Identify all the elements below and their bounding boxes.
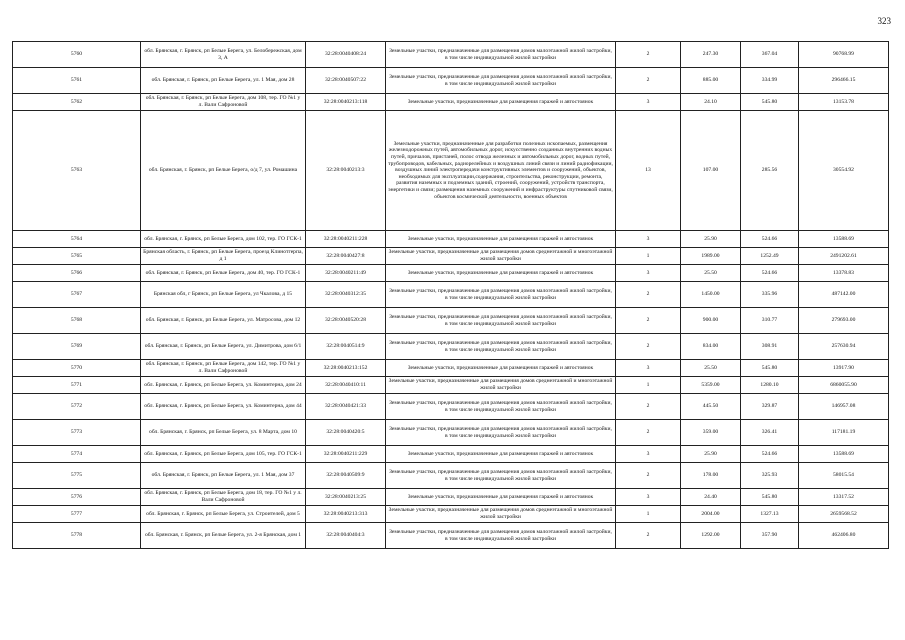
cadastral-number-cell: 32:28:0040211:229 <box>306 446 386 463</box>
land-use-cell: Земельные участки, предназначенные для размещения домов среднеэтажной и многоэтажной жилой застройки <box>386 506 616 523</box>
cadastral-value-cell: 30554.92 <box>799 111 889 231</box>
area-cell: 445.50 <box>681 394 741 420</box>
specific-value-cell: 524.66 <box>741 231 799 248</box>
land-use-cell: Земельные участки, предназначенные для размещения гаражей и автостоянок <box>386 489 616 506</box>
table-row <box>13 446 889 463</box>
cadastral-value-cell: 13378.83 <box>799 265 889 282</box>
cadastral-value-cell: 13588.69 <box>799 446 889 463</box>
cadastral-number-cell: 32:28:0040507:22 <box>306 68 386 94</box>
cadastral-number-cell: 32:28:0040520:28 <box>306 308 386 334</box>
record-number: 5777 <box>13 506 141 523</box>
cadastral-number-cell: 32:28:0040211:228 <box>306 231 386 248</box>
address-cell: обл. Брянская, г. Брянск, рп Белые Берега, ул. Коминтерна, дом 44 <box>141 394 306 420</box>
use-group-cell: 1 <box>616 377 681 394</box>
specific-value-cell: 326.41 <box>741 420 799 446</box>
address-cell: обл. Брянская, г. Брянск, рп Белые Берега, дом 40, тер. ГО ГСК-1 <box>141 265 306 282</box>
cadastral-number-cell: 32:28:0040213:152 <box>306 360 386 377</box>
table-row <box>13 282 889 308</box>
cadastral-number-cell: 32:28:0040213:313 <box>306 506 386 523</box>
address-cell: обл. Брянская, г. Брянск, рп Белые Берега, ул. Матросова, дом 12 <box>141 308 306 334</box>
cadastral-number-cell: 32:28:0040514:9 <box>306 334 386 360</box>
use-group-cell: 2 <box>616 42 681 68</box>
record-number: 5772 <box>13 394 141 420</box>
cadastral-value-cell: 296466.15 <box>799 68 889 94</box>
area-cell: 24.40 <box>681 489 741 506</box>
cadastral-number-cell: 32:28:0040312:35 <box>306 282 386 308</box>
cadastral-number-cell: 32:28:0040213:25 <box>306 489 386 506</box>
address-cell: обл. Брянская, г. Брянск, рп Белые Берега, ул. 8 Марта, дом 10 <box>141 420 306 446</box>
land-use-cell: Земельные участки, предназначенные для размещения домов малоэтажной жилой застройки, в том числе индивидуальной жилой застройки <box>386 42 616 68</box>
specific-value-cell: 329.87 <box>741 394 799 420</box>
cadastral-number-cell: 32:28:0040410:11 <box>306 377 386 394</box>
specific-value-cell: 524.66 <box>741 265 799 282</box>
land-use-cell: Земельные участки, предназначенные для размещения домов малоэтажной жилой застройки, в том числе индивидуальной жилой застройки <box>386 420 616 446</box>
cadastral-number-cell: 32:28:0040427:8 <box>306 248 386 265</box>
record-number: 5770 <box>13 360 141 377</box>
area-cell: 247.30 <box>681 42 741 68</box>
address-cell: обл. Брянская, г. Брянск, рп Белые Берега, ул. 2-я Брянская, дом 1 <box>141 523 306 549</box>
use-group-cell: 3 <box>616 446 681 463</box>
cadastral-value-cell: 257630.94 <box>799 334 889 360</box>
specific-value-cell: 524.66 <box>741 446 799 463</box>
area-cell: 900.00 <box>681 308 741 334</box>
record-number: 5763 <box>13 111 141 231</box>
table-row <box>13 231 889 248</box>
cadastral-value-cell: 6860055.90 <box>799 377 889 394</box>
address-cell: обл. Брянская, г. Брянск, рп Белые Берега, дом 142, тер. ГО №1 у л. Вали Сафроновой <box>141 360 306 377</box>
registry-table <box>12 41 889 549</box>
use-group-cell: 1 <box>616 506 681 523</box>
address-cell: обл. Брянская, г. Брянск, рп Белые Берега, ул. Димитрова, дом 6/1 <box>141 334 306 360</box>
table-row <box>13 111 889 231</box>
land-use-cell: Земельные участки, предназначенные для размещения гаражей и автостоянок <box>386 231 616 248</box>
cadastral-number-cell: 32:28:0040213:3 <box>306 111 386 231</box>
specific-value-cell: 545.80 <box>741 489 799 506</box>
use-group-cell: 1 <box>616 248 681 265</box>
cadastral-value-cell: 58015.54 <box>799 463 889 489</box>
record-number: 5769 <box>13 334 141 360</box>
land-use-cell: Земельные участки, предназначенные для размещения домов малоэтажной жилой застройки, в том числе индивидуальной жилой застройки <box>386 523 616 549</box>
address-cell: обл. Брянская, г. Брянск, рп Белые Берега, о/д 7, ул. Ромашина <box>141 111 306 231</box>
cadastral-number-cell: 32:28:0040408:24 <box>306 42 386 68</box>
cadastral-value-cell: 13588.69 <box>799 231 889 248</box>
record-number: 5774 <box>13 446 141 463</box>
record-number: 5776 <box>13 489 141 506</box>
address-cell: обл. Брянская, г. Брянск, рп Белые Берега, ул. Белобережская, дом 3, А <box>141 42 306 68</box>
table-row <box>13 394 889 420</box>
area-cell: 25.50 <box>681 265 741 282</box>
use-group-cell: 2 <box>616 308 681 334</box>
table-row <box>13 489 889 506</box>
specific-value-cell: 367.04 <box>741 42 799 68</box>
cadastral-number-cell: 32:28:0040213:118 <box>306 94 386 111</box>
table-row <box>13 308 889 334</box>
use-group-cell: 3 <box>616 94 681 111</box>
land-use-cell: Земельные участки, предназначенные для размещения домов среднеэтажной и многоэтажной жилой застройки <box>386 248 616 265</box>
area-cell: 25.90 <box>681 231 741 248</box>
table-row <box>13 506 889 523</box>
use-group-cell: 2 <box>616 420 681 446</box>
address-cell: обл. Брянская, г. Брянск, рп Белые Берега, ул. 1 Мая, дом 37 <box>141 463 306 489</box>
table-row <box>13 248 889 265</box>
use-group-cell: 2 <box>616 523 681 549</box>
cadastral-value-cell: 487142.00 <box>799 282 889 308</box>
land-use-cell: Земельные участки, предназначенные для размещения гаражей и автостоянок <box>386 446 616 463</box>
record-number: 5771 <box>13 377 141 394</box>
cadastral-value-cell: 117181.19 <box>799 420 889 446</box>
record-number: 5773 <box>13 420 141 446</box>
table-row <box>13 420 889 446</box>
cadastral-value-cell: 279693.00 <box>799 308 889 334</box>
area-cell: 178.00 <box>681 463 741 489</box>
use-group-cell: 3 <box>616 360 681 377</box>
table-row <box>13 68 889 94</box>
address-cell: обл. Брянская, г. Брянск, рп Белые Берега, дом 102, тер. ГО ГСК-1 <box>141 231 306 248</box>
address-cell: Брянская обл, г Брянск, рп Белые Берега, ул Чкалова, д 15 <box>141 282 306 308</box>
record-number: 5760 <box>13 42 141 68</box>
table-row <box>13 360 889 377</box>
land-use-cell: Земельные участки, предназначенные для размещения домов малоэтажной жилой застройки, в том числе индивидуальной жилой застройки <box>386 334 616 360</box>
cadastral-value-cell: 2491202.61 <box>799 248 889 265</box>
land-use-cell: Земельные участки, предназначенные для размещения гаражей и автостоянок <box>386 94 616 111</box>
cadastral-value-cell: 13917.90 <box>799 360 889 377</box>
area-cell: 885.00 <box>681 68 741 94</box>
specific-value-cell: 334.99 <box>741 68 799 94</box>
land-use-cell: Земельные участки, предназначенные для размещения домов малоэтажной жилой застройки, в том числе индивидуальной жилой застройки <box>386 68 616 94</box>
record-number: 5764 <box>13 231 141 248</box>
area-cell: 1989.00 <box>681 248 741 265</box>
address-cell: обл. Брянская, г. Брянск, рп Белые Берега, ул. Строителей, дом 5 <box>141 506 306 523</box>
use-group-cell: 3 <box>616 265 681 282</box>
specific-value-cell: 310.77 <box>741 308 799 334</box>
cadastral-value-cell: 90768.99 <box>799 42 889 68</box>
specific-value-cell: 545.80 <box>741 94 799 111</box>
land-use-cell: Земельные участки, предназначенные для размещения домов малоэтажной жилой застройки, в том числе индивидуальной жилой застройки <box>386 308 616 334</box>
address-cell: обл. Брянская, г. Брянск, рп Белые Берега, дом 18, тер. ГО №1 у л. Вали Сафроновой <box>141 489 306 506</box>
use-group-cell: 2 <box>616 68 681 94</box>
record-number: 5767 <box>13 282 141 308</box>
specific-value-cell: 308.91 <box>741 334 799 360</box>
specific-value-cell: 325.93 <box>741 463 799 489</box>
registry-rows <box>13 42 889 549</box>
table-row <box>13 334 889 360</box>
table-row <box>13 523 889 549</box>
address-cell: Брянская область, г. Брянск, рп Белые Берега, проезд Клинотгерпа, д 1 <box>141 248 306 265</box>
address-cell: обл. Брянская, г. Брянск, рп Белые Берега, ул. Коминтерна, дом 24 <box>141 377 306 394</box>
use-group-cell: 2 <box>616 334 681 360</box>
area-cell: 25.50 <box>681 360 741 377</box>
specific-value-cell: 1327.13 <box>741 506 799 523</box>
record-number: 5768 <box>13 308 141 334</box>
cadastral-number-cell: 32:28:0040421:33 <box>306 394 386 420</box>
land-use-cell: Земельные участки, предназначенные для размещения домов среднеэтажной и многоэтажной жилой застройки <box>386 377 616 394</box>
area-cell: 1450.00 <box>681 282 741 308</box>
table-row <box>13 42 889 68</box>
table-row <box>13 463 889 489</box>
cadastral-number-cell: 32:28:0040404:3 <box>306 523 386 549</box>
land-use-cell: Земельные участки, предназначенные для размещения домов малоэтажной жилой застройки, в том числе индивидуальной жилой застройки <box>386 394 616 420</box>
specific-value-cell: 335.96 <box>741 282 799 308</box>
specific-value-cell: 1280.10 <box>741 377 799 394</box>
address-cell: обл. Брянская, г. Брянск, рп Белые Берега, дом 108, тер. ГО №1 у л. Вали Сафроновой <box>141 94 306 111</box>
specific-value-cell: 357.90 <box>741 523 799 549</box>
area-cell: 834.00 <box>681 334 741 360</box>
area-cell: 107.00 <box>681 111 741 231</box>
specific-value-cell: 1252.49 <box>741 248 799 265</box>
record-number: 5761 <box>13 68 141 94</box>
land-use-cell: Земельные участки, предназначенные для размещения домов малоэтажной жилой застройки, в том числе индивидуальной жилой застройки <box>386 463 616 489</box>
area-cell: 5359.00 <box>681 377 741 394</box>
record-number: 5766 <box>13 265 141 282</box>
use-group-cell: 2 <box>616 463 681 489</box>
address-cell: обл. Брянская, г. Брянск, рп Белые Берега, ул. 1 Мая, дом 28 <box>141 68 306 94</box>
land-use-cell: Земельные участки, предназначенные для разработки полезных ископаемых, размещения железнодорожных путей, автомобильных дорог, искусственно созданных внутренних водных путей, причалов, пристаней, полос отвода железных и автомобильных дорог, водных путей, трубопроводов, кабельных, радиорелейных и воздушных линий связи и линий радиофикации, воздушных линий электропередачи конструктивных элементов и сооружений, объектов, необходимых для эксплуатации,содержания, строительства, реконструкции, ремонта, развития наземных и подземных зданий, строений, сооружений, устройств транспорта, энергетики и связи; размещения наземных сооружений и инфраструктуры спутниковой связи, объектов космической деятельности, военных объектов <box>386 111 616 231</box>
use-group-cell: 3 <box>616 231 681 248</box>
use-group-cell: 3 <box>616 489 681 506</box>
area-cell: 359.00 <box>681 420 741 446</box>
record-number: 5762 <box>13 94 141 111</box>
cadastral-value-cell: 13317.52 <box>799 489 889 506</box>
area-cell: 2004.00 <box>681 506 741 523</box>
cadastral-number-cell: 32:28:0040509:9 <box>306 463 386 489</box>
page-number: 323 <box>877 16 891 26</box>
use-group-cell: 13 <box>616 111 681 231</box>
record-number: 5778 <box>13 523 141 549</box>
use-group-cell: 2 <box>616 282 681 308</box>
cadastral-value-cell: 462406.80 <box>799 523 889 549</box>
address-cell: обл. Брянская, г. Брянск, рп Белые Берега, дом 105, тер. ГО ГСК-1 <box>141 446 306 463</box>
cadastral-number-cell: 32:28:0040211:49 <box>306 265 386 282</box>
table-row <box>13 377 889 394</box>
table-row <box>13 94 889 111</box>
record-number: 5775 <box>13 463 141 489</box>
cadastral-value-cell: 146957.08 <box>799 394 889 420</box>
cadastral-value-cell: 13153.78 <box>799 94 889 111</box>
record-number: 5765 <box>13 248 141 265</box>
cadastral-value-cell: 2659568.52 <box>799 506 889 523</box>
area-cell: 1292.00 <box>681 523 741 549</box>
cadastral-number-cell: 32:28:0040420:5 <box>306 420 386 446</box>
land-use-cell: Земельные участки, предназначенные для размещения домов малоэтажной жилой застройки, в том числе индивидуальной жилой застройки <box>386 282 616 308</box>
specific-value-cell: 545.80 <box>741 360 799 377</box>
use-group-cell: 2 <box>616 394 681 420</box>
area-cell: 24.10 <box>681 94 741 111</box>
land-use-cell: Земельные участки, предназначенные для размещения гаражей и автостоянок <box>386 360 616 377</box>
table-row <box>13 265 889 282</box>
land-use-cell: Земельные участки, предназначенные для размещения гаражей и автостоянок <box>386 265 616 282</box>
specific-value-cell: 285.56 <box>741 111 799 231</box>
area-cell: 25.90 <box>681 446 741 463</box>
